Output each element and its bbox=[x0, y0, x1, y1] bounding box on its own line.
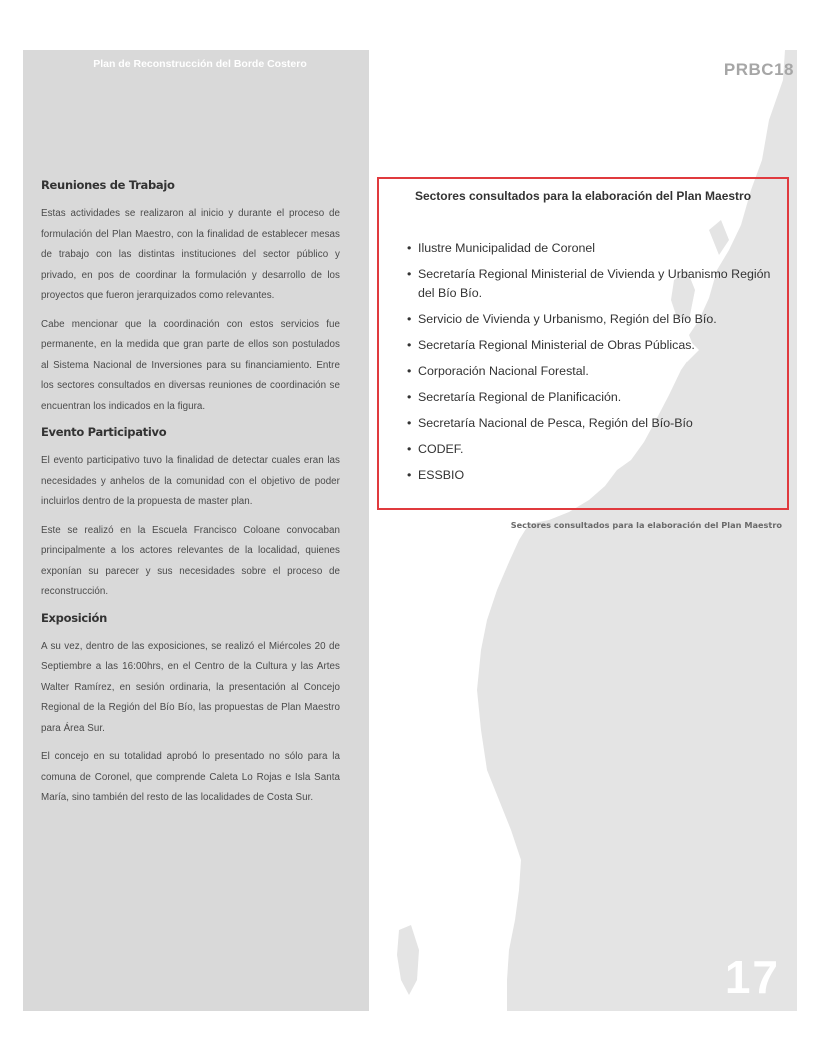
bullet-icon: • bbox=[407, 442, 412, 456]
small-island-shape bbox=[397, 925, 419, 995]
document-header-title: Plan de Reconstrucción del Borde Costero bbox=[93, 58, 307, 70]
left-content bbox=[41, 178, 340, 817]
sectors-list bbox=[407, 239, 787, 492]
section-title-reuniones: Reuniones de Trabajo bbox=[41, 178, 175, 192]
list-item: • Corporación Nacional Forestal. bbox=[407, 362, 787, 381]
paragraph: El concejo en su totalidad aprobó lo presentado no sólo para la comuna de Coronel, que comprende Caleta Lo Rojas e Isla Santa María, sino también del resto de las localidades de Costa Sur. bbox=[41, 751, 340, 803]
bullet-icon: • bbox=[407, 312, 412, 326]
list-item: • Secretaría Regional Ministerial de Obras Públicas. bbox=[407, 336, 787, 355]
list-item: • ESSBIO bbox=[407, 466, 787, 485]
bullet-icon: • bbox=[407, 416, 412, 430]
list-item: • Secretaría Regional Ministerial de Vivienda y Urbanismo Región del Bío Bío. bbox=[407, 267, 771, 300]
figure-caption: Sectores consultados para la elaboración del Plan Maestro bbox=[510, 520, 782, 530]
paragraph: A su vez, dentro de las exposiciones, se realizó el Miércoles 20 de Septiembre a las 16:00hrs, en el Centro de la Cultura y las Artes Walter Ramírez, en sesión ordinaria, la presentación al Concejo Regional de la Región del Bío Bío, las propuestas de Plan Maestro para Área Sur. bbox=[41, 640, 340, 734]
document-code: PRBC18 bbox=[723, 60, 794, 79]
paragraph: Este se realizó en la Escuela Francisco Coloane convocaban principalmente a los actores relevantes de la localidad, quienes exponían su parecer y sus necesidades sobre el proceso de reconstrucción. bbox=[41, 524, 340, 597]
page-number: 17 bbox=[724, 951, 780, 1003]
list-item: • Secretaría Nacional de Pesca, Región del Bío-Bío bbox=[407, 414, 787, 433]
paragraph: Estas actividades se realizaron al inicio y durante el proceso de formulación del Plan Maestro, con la finalidad de establecer mesas de trabajo con las distintas instituciones del sector público y privado, en pos de coordinar la formulación y desarrollo de los proyectos que fueron jerarquizados como relevantes. bbox=[41, 208, 340, 301]
paragraph: Cabe mencionar que la coordinación con estos servicios fue permanente, en la medida que gran parte de ellos son postulados al Sistema Nacional de Inversiones para su financiamiento. Entre los sectores consultados en diversas reuniones de coordinación se encuentran los indicados en la figura. bbox=[41, 318, 340, 412]
section-title-evento: Evento Participativo bbox=[41, 425, 167, 439]
bullet-icon: • bbox=[407, 338, 412, 352]
bullet-icon: • bbox=[407, 267, 412, 281]
consulted-sectors-box bbox=[377, 177, 789, 510]
list-item: • Ilustre Municipalidad de Coronel bbox=[407, 239, 787, 258]
bullet-icon: • bbox=[407, 468, 412, 482]
section-title-exposicion: Exposición bbox=[41, 610, 108, 625]
bullet-icon: • bbox=[407, 390, 412, 404]
bullet-icon: • bbox=[407, 364, 412, 378]
list-item: • CODEF. bbox=[407, 440, 787, 459]
list-item: • Secretaría Regional de Planificación. bbox=[407, 388, 787, 407]
bullet-icon: • bbox=[407, 241, 412, 255]
box-title: Sectores consultados para la elaboración del Plan Maestro bbox=[414, 189, 752, 203]
list-item: • Servicio de Vivienda y Urbanismo, Región del Bío Bío. bbox=[407, 310, 787, 329]
paragraph: El evento participativo tuvo la finalidad de detectar cuales eran las necesidades y anhelos de la comunidad con el objetivo de poder incluirlos dentro de la propuesta de master plan. bbox=[41, 455, 340, 507]
